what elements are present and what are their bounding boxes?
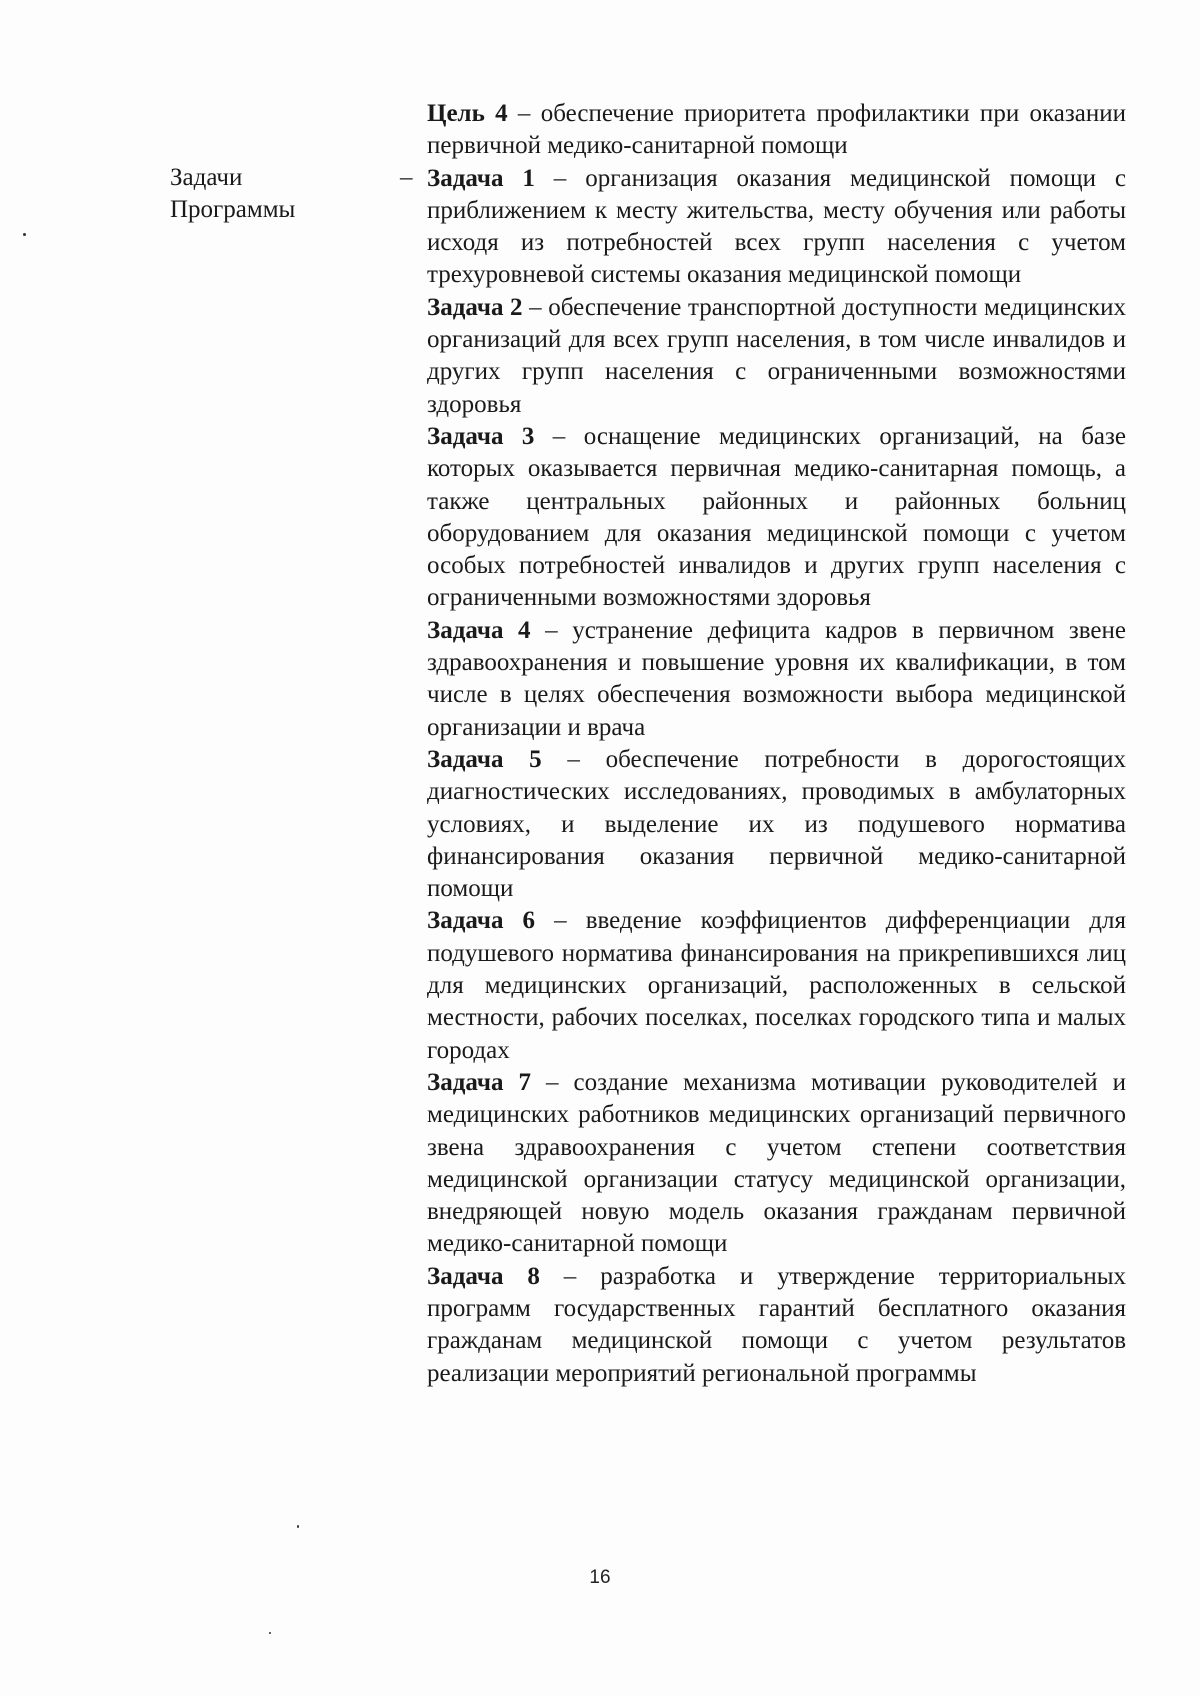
task-paragraph-5 <box>427 744 1126 905</box>
content-column <box>427 98 1126 1390</box>
task-text: – организация оказания медицинской помощи с приближением к месту жительства, месту обучения или работы исходя из потребностей всех групп населения с учетом трехуровневой системы оказания медицинской помощи <box>427 164 1126 289</box>
task-text: – обеспечение транспортной доступности медицинских организаций для всех групп населения, в том числе инвалидов и других групп населения с ограниченными возможностями здоровья <box>427 293 1126 418</box>
scan-speck <box>23 233 26 236</box>
section-label-line1: Задачи <box>170 164 243 191</box>
task-text: – обеспечение потребности в дорогостоящих диагностических исследованиях, проводимых в амбулаторных условиях, и выделение их из подушевого норматива финансирования оказания первичной медико-санитарной помощи <box>427 745 1126 903</box>
task-title: Задача 1 <box>427 164 535 192</box>
task-paragraph-4 <box>427 615 1126 744</box>
section-label <box>170 162 295 226</box>
task-title: Задача 4 <box>427 616 531 644</box>
task-title: Задача 5 <box>427 745 542 773</box>
task-paragraph-2 <box>427 292 1126 421</box>
task-text: – оснащение медицинских организаций, на базе которых оказывается первичная медико-санитарная помощь, а также центральных районных и районных больниц оборудованием для оказания медицинской помощи с учетом особых потребностей инвалидов и других групп населения с ограниченными возможностями здоровья <box>427 422 1126 612</box>
goal-title: Цель 4 <box>427 100 508 127</box>
task-paragraph-7 <box>427 1067 1126 1261</box>
goal-paragraph <box>427 98 1126 163</box>
task-paragraph-8 <box>427 1261 1126 1390</box>
task-title: Задача 8 <box>427 1262 540 1290</box>
scan-speck <box>269 1632 271 1634</box>
page-number: 16 <box>589 1567 611 1588</box>
goal-text: – обеспечение приоритета профилактики при оказании первичной медико-санитарной помощи <box>427 100 1126 160</box>
task-text: – создание механизма мотивации руководителей и медицинских работников медицинских организаций первичного звена здравоохранения с учетом степени соответствия медицинской организации статусу медицинской организации, внедряющей новую модель оказания гражданам первичной медико-санитарной помощи <box>427 1068 1126 1258</box>
task-text: – разработка и утверждение территориальных программ государственных гарантий бесплатного оказания гражданам медицинской помощи с учетом результатов реализации мероприятий региональной программы <box>427 1262 1126 1387</box>
task-title: Задача 7 <box>427 1068 531 1096</box>
task-title: Задача 2 <box>427 293 523 321</box>
task-title: Задача 3 <box>427 422 535 450</box>
task-title: Задача 6 <box>427 907 536 935</box>
label-dash: – <box>400 164 413 191</box>
task-text: – введение коэффициентов дифференциации для подушевого норматива финансирования на прикрепившихся лиц для медицинских организаций, расположенных в сельской местности, рабочих поселках, поселках городского типа и малых городах <box>427 907 1126 1064</box>
scan-speck <box>297 1525 299 1528</box>
task-paragraph-3 <box>427 421 1126 615</box>
task-text: – устранение дефицита кадров в первичном звене здравоохранения и повышение уровня их квалификации, в том числе в целях обеспечения возможности выбора медицинской организации и врача <box>427 616 1126 741</box>
section-label-line2: Программы <box>170 196 296 223</box>
task-paragraph-6 <box>427 905 1126 1066</box>
task-paragraph-1 <box>427 163 1126 292</box>
